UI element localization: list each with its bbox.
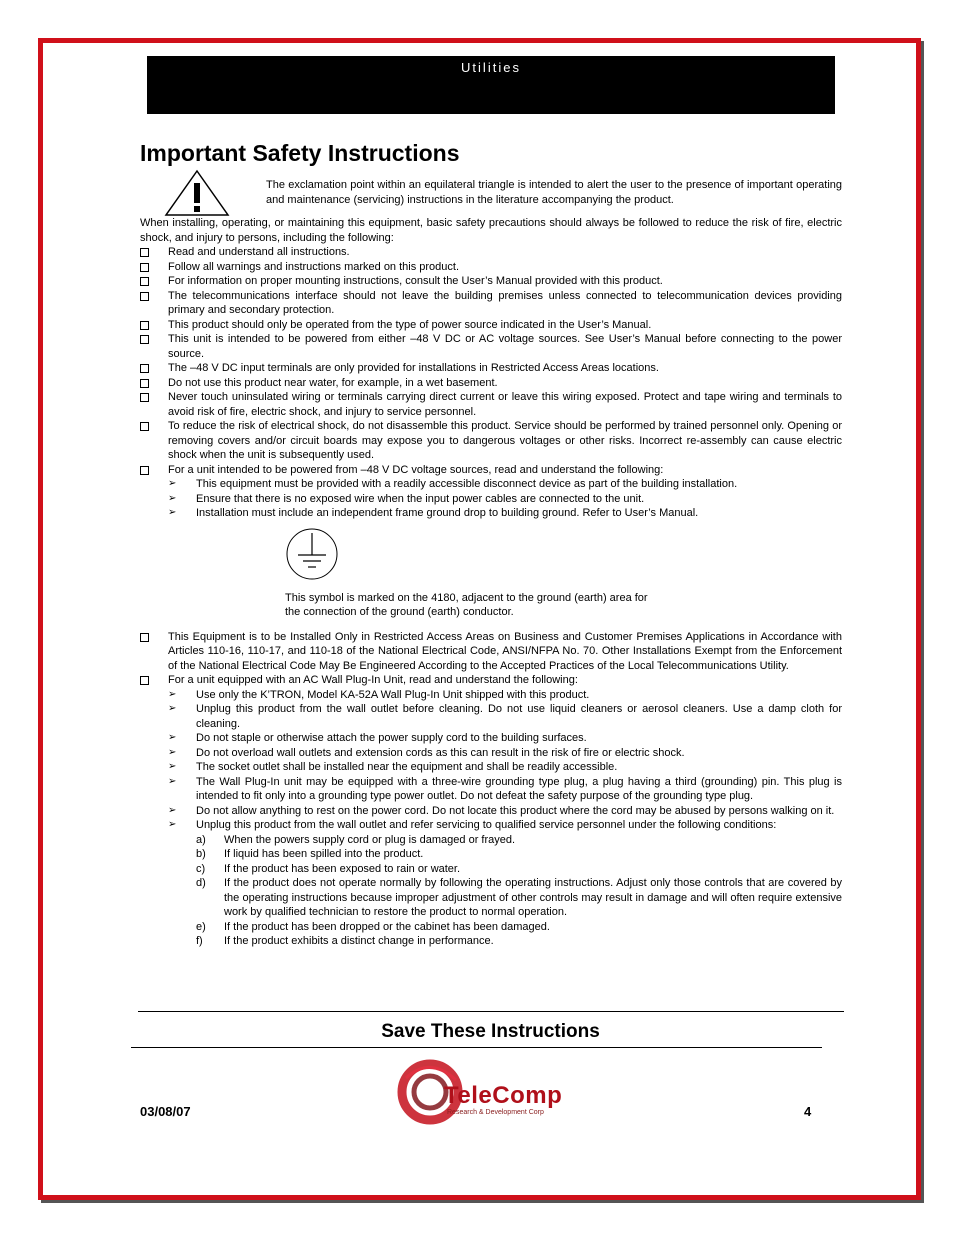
list-item: For a unit intended to be powered from –48 V DC voltage sources, read and understand the following: ➢ This equipment must be provided with a readily accessible disconnect device as part of the building installation. ➢ Ensure that there is no exposed wire when the input power cables are connected to the unit. ➢ Installation must include an independent frame ground drop to building ground. Refer to User’s Manual. This symbol is marked on the 4180, adjacent to the ground (earth) area for the connection of the ground (earth) conductor. [140,463,842,620]
arrow-bullet-icon: ➢ [168,732,177,743]
sub-list-item: ➢ Ensure that there is no exposed wire when the input power cables are connected to the unit. [168,492,645,505]
sub-list-item: ➢ Use only the K’TRON, Model KA-52A Wall Plug-In Unit shipped with this product. [168,688,590,701]
condition-item: c) If the product has been exposed to rain or water. [196,862,461,875]
condition-item: e) If the product has been dropped or the cabinet has been damaged. [196,920,550,933]
list-item: The telecommunications interface should not leave the building premises unless connected to telecommunication devices providing primary and secondary protection. [140,289,842,318]
list-item: Read and understand all instructions. [140,245,842,260]
arrow-bullet-icon: ➢ [168,507,177,518]
header-bar [147,56,835,114]
condition-item: b) If liquid has been spilled into the product. [196,848,424,860]
exclamation-triangle-icon [164,169,230,217]
footer-date: 03/08/07 [140,1104,191,1119]
sub-list-item: ➢ Do not staple or otherwise attach the power supply cord to the building surfaces. [168,732,587,744]
checkbox-bullet-icon [140,676,149,685]
checkbox-bullet-icon [140,263,149,272]
list-item: This product should only be operated from the type of power source indicated in the User’s Manual. [140,318,842,333]
sub-list-item: ➢ Do not allow anything to rest on the power cord. Do not locate this product where the cord may be abused by persons walking on it. [168,804,835,817]
checkbox-bullet-icon [140,422,149,431]
list-item: Follow all warnings and instructions marked on this product. [140,260,842,275]
list-item: This unit is intended to be powered from either –48 V DC or AC voltage sources. See User’s Manual before connecting to the power source. [140,332,842,361]
checkbox-bullet-icon [140,277,149,286]
condition-item: f) If the product exhibits a distinct change in performance. [196,935,494,947]
list-item: This Equipment is to be Installed Only in Restricted Access Areas on Business and Customer Premises Applications in Accordance with Articles 110-16, 110-17, and 110-18 of the National Electrical Code, ANSI/NFPA No. 70. Other Installations Exempt from the Enforcement of the National Electrical Code May Be Engineered According to the Accepted Practices of the Local Telecommunications Utility. [140,630,842,674]
ac-sublist [168,688,842,949]
intro-text: The exclamation point within an equilateral triangle is intended to alert the user to the presence of important operating and maintenance (servicing) instructions in the literature accompanying the product. [266,179,842,206]
checkbox-bullet-icon [140,364,149,373]
list-item: For information on proper mounting instructions, consult the User’s Manual provided with this product. [140,274,842,289]
save-heading: Save These Instructions [381,1021,600,1042]
checkbox-bullet-icon [140,335,149,344]
list-item: The –48 V DC input terminals are only provided for installations in Restricted Access Areas locations. [140,361,842,376]
dc-sublist [168,477,842,521]
ground-caption: This symbol is marked on the 4180, adjacent to the ground (earth) area for the connection of the ground (earth) conductor. [285,591,648,618]
arrow-bullet-icon: ➢ [168,746,177,758]
arrow-bullet-icon: ➢ [168,775,177,787]
safety-body [140,216,842,949]
ground-earth-icon [285,527,339,581]
sub-list-item: ➢ Do not overload wall outlets and extension cords as this can result in the risk of fire or electric shock. [168,746,685,759]
sub-list-item: ➢ The Wall Plug-In unit may be equipped with a three-wire grounding type plug, a plug having a third (grounding) pin. This plug is intended to fit only into a grounding type power outlet. Do not defeat the safety purpose of the grounding type plug. [168,775,842,802]
condition-item: d) If the product does not operate normally by following the operating instructions. Adjust only those controls that are covered by the operating instructions because improper adjustment of other controls may result in damage and will often require extensive work by qualified technician to restore the product to normal operation. [196,877,842,918]
list-item: To reduce the risk of electrical shock, do not disassemble this product. Service should be performed by trained personnel only. Opening or removing covers and/or circuit boards may expose you to dangerous voltages or other risks. Incorrect re-assembly can cause electric shock when the unit is subsequently used. [140,419,842,463]
arrow-bullet-icon: ➢ [168,492,177,504]
divider-top [138,1011,844,1012]
checkbox-bullet-icon [140,466,149,475]
list-item: Never touch uninsulated wiring or terminals carrying direct current or leave this wiring exposed. Protect and tape wiring and terminals to avoid risk of fire, electric shock, and injury to service personnel. [140,390,842,419]
arrow-bullet-icon: ➢ [168,761,177,772]
arrow-bullet-icon: ➢ [168,819,177,830]
list-item: Do not use this product near water, for example, in a wet basement. [140,376,842,391]
safety-list [140,245,842,949]
divider-bottom [131,1047,822,1048]
logo-wordmark: TeleComp [444,1082,563,1109]
header-title: Utilities [461,60,521,75]
sub-list-item: ➢ This equipment must be provided with a readily accessible disconnect device as part of the building installation. [168,478,738,490]
checkbox-bullet-icon [140,292,149,301]
checkbox-bullet-icon [140,633,149,642]
arrow-bullet-icon: ➢ [168,478,177,489]
arrow-bullet-icon: ➢ [168,703,177,714]
arrow-bullet-icon: ➢ [168,804,177,816]
checkbox-bullet-icon [140,248,149,257]
checkbox-bullet-icon [140,379,149,388]
page-number: 4 [804,1104,812,1119]
checkbox-bullet-icon [140,393,149,402]
list-item: For a unit equipped with an AC Wall Plug-In Unit, read and understand the following: ➢ Use only the K’TRON, Model KA-52A Wall Plug-In Unit shipped with this product. ➢ Unplug this product from the wall outlet before cleaning. Do not use liquid cleaners or aerosol cleaners. Use a damp cloth for cleaning. ➢ Do not staple or otherwise attach the power supply cord to the building surfaces. ➢ Do not overload wall outlets and extension cords as this can result in the risk of fire or electric shock. ➢ The socket outlet shall be installed near the equipment and shall be readily accessible. ➢ The Wall Plug-In unit may be equipped with a three-wire grounding type plug, a plug having a third (grounding) pin. This plug is intended to fit only into a grounding type power outlet. Do not defeat the safety purpose of the grounding type plug. ➢ Do not allow anything to rest on the power cord. Do not locate this product where the cord may be abused by persons walking on it. ➢ Unplug this product from the wall outlet and refer servicing to qualified service personnel under the following conditions: a) When the powers supply cord or plug is damaged or frayed. b) If liquid has been spilled into the product. c) If the product has been exposed to rain or water. d) If the product does not operate normally by following the operating instructions. Adjust only those controls that are covered by the operating instructions because improper adjustment of other controls may result in damage and will often require extensive work by qualified technician to restore the product to normal operation. e) If the product has been dropped or the cabinet has been damaged. f) If the product exhibits a distinct change in performance. [140,673,842,949]
sub-list-item: ➢ Installation must include an independent frame ground drop to building ground. Refer to User’s Manual. [168,507,699,519]
arrow-bullet-icon: ➢ [168,688,177,700]
sub-list-item: ➢ Unplug this product from the wall outlet before cleaning. Do not use liquid cleaners or aerosol cleaners. Use a damp cloth for cleaning. [168,703,842,730]
ground-symbol-block [168,527,842,620]
sub-list-item: ➢ The socket outlet shall be installed near the equipment and shall be readily accessible. [168,761,618,773]
checkbox-bullet-icon [140,321,149,330]
page-title: Important Safety Instructions [140,140,460,166]
conditions-list [196,833,842,949]
condition-item: a) When the powers supply cord or plug is damaged or frayed. [196,833,516,846]
telecomp-logo [396,1058,576,1128]
logo-tagline: Research & Development Corp [447,1109,544,1116]
lead-paragraph: When installing, operating, or maintaining this equipment, basic safety precautions should always be followed to reduce the risk of fire, electric shock, and injury to persons, including the following: [140,217,842,244]
sub-list-item: ➢ Unplug this product from the wall outlet and refer servicing to qualified service personnel under the following conditions: a) When the powers supply cord or plug is damaged or frayed. b) If liquid has been spilled into the product. c) If the product has been exposed to rain or water. d) If the product does not operate normally by following the operating instructions. Adjust only those controls that are covered by the operating instructions because improper adjustment of other controls may result in damage and will often require extensive work by qualified technician to restore the product to normal operation. e) If the product has been dropped or the cabinet has been damaged. f) If the product exhibits a distinct change in performance. [168,819,842,947]
